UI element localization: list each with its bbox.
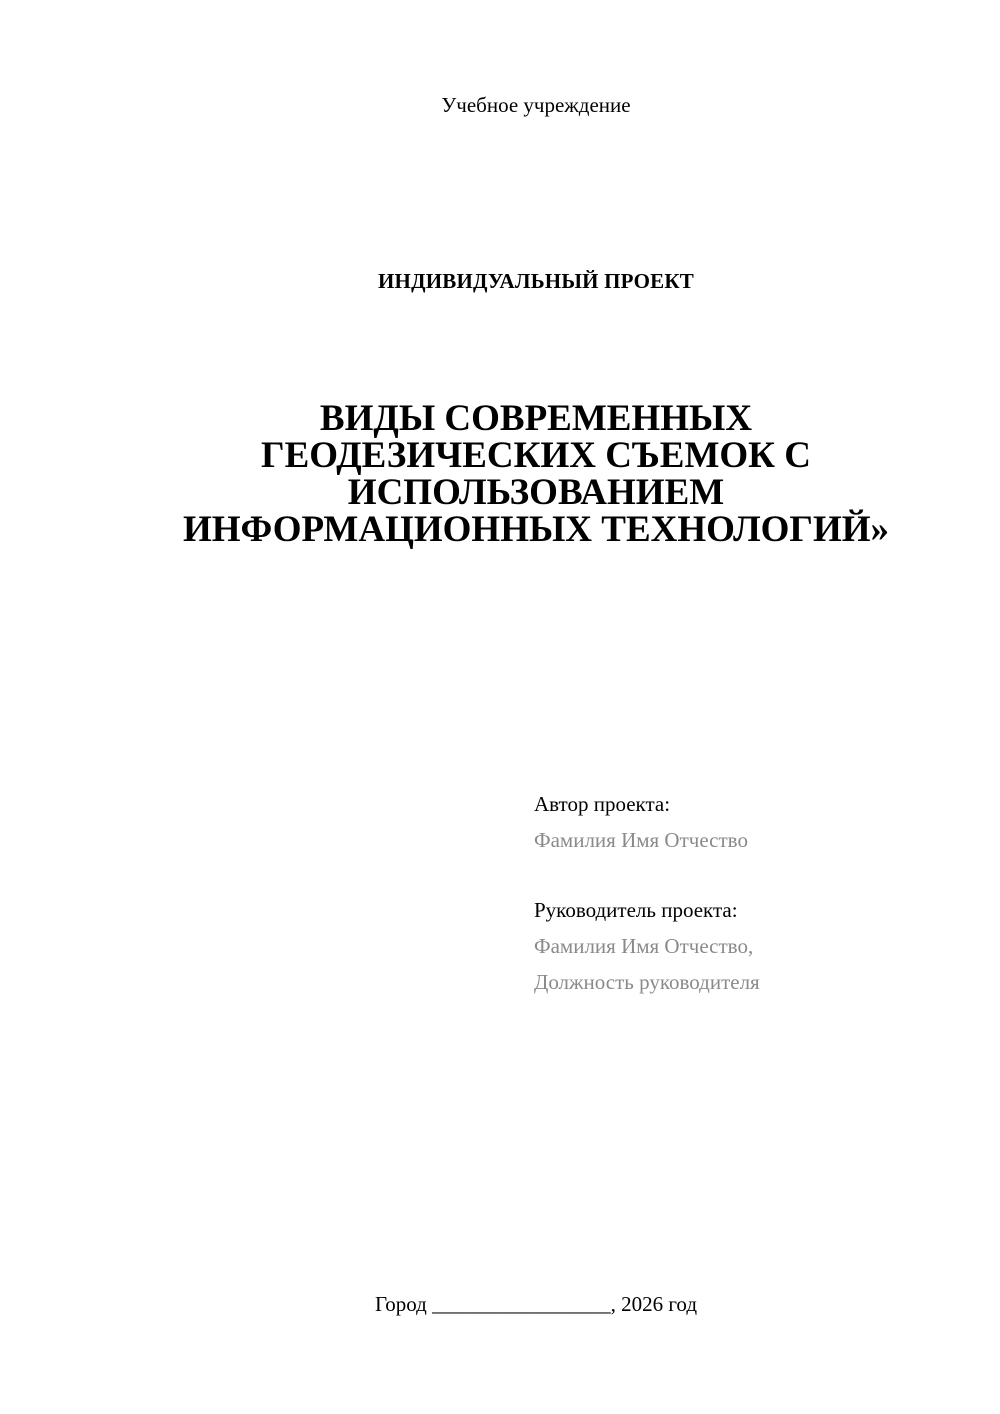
project-title-line: ИСПОЛЬЗОВАНИЕМ (347, 472, 725, 513)
author-name: Фамилия Имя Отчество (534, 828, 748, 852)
author-block (534, 786, 974, 858)
city-year-footer: Город _________________, 2026 год (374, 1292, 698, 1316)
project-title-line: ВИДЫ СОВРЕМЕННЫХ (319, 398, 753, 439)
supervisor-position: Должность руководителя (534, 970, 760, 994)
supervisor-block (534, 892, 974, 1000)
project-title-line: ГЕОДЕЗИЧЕСКИХ СЪЕМОК С (261, 435, 811, 476)
institution-name: Учебное учреждение (441, 93, 631, 117)
project-title (100, 400, 972, 548)
project-title-line: ИНФОРМАЦИОННЫХ ТЕХНОЛОГИЙ» (182, 509, 890, 550)
supervisor-label: Руководитель проекта: (534, 898, 738, 922)
project-type-heading: ИНДИВИДУАЛЬНЫЙ ПРОЕКТ (378, 269, 694, 293)
supervisor-name: Фамилия Имя Отчество, (534, 934, 754, 958)
author-label: Автор проекта: (534, 792, 671, 816)
